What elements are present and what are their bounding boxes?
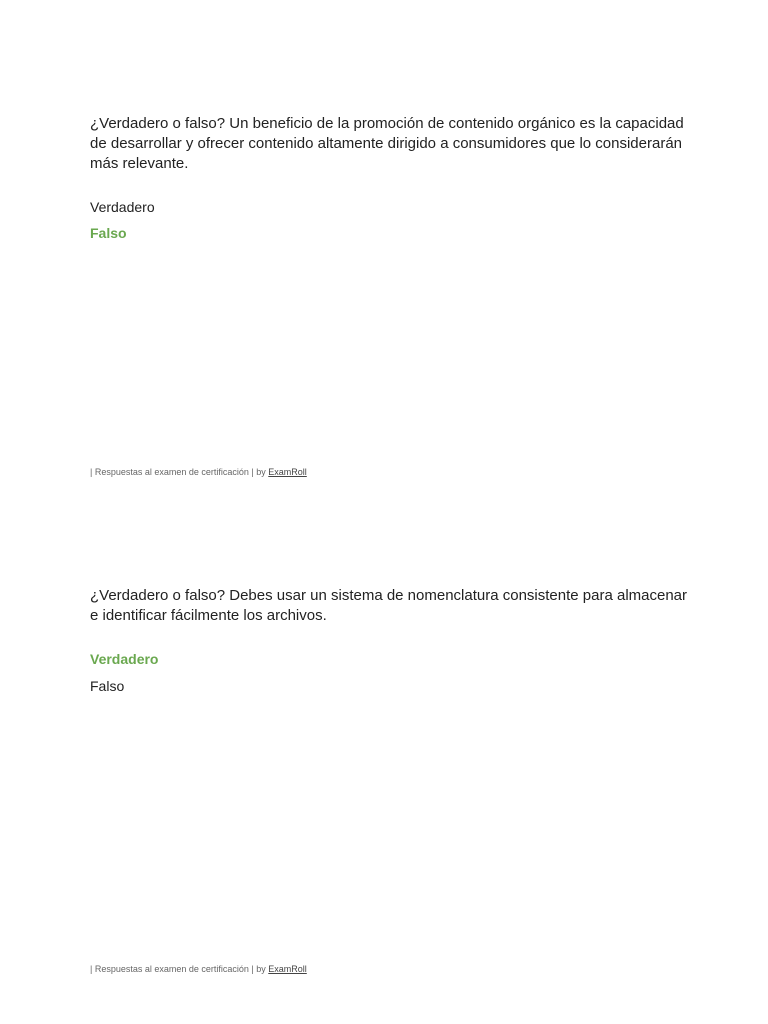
question-text: ¿Verdadero o falso? Un beneficio de la promoción de contenido orgánico es la capacidad de desarrollar y ofrecer contenido altamente dirigido a consumidores que lo considerarán más relevante. (90, 115, 684, 172)
footer-text: | Respuestas al examen de certificación | by (90, 964, 269, 974)
examroll-link[interactable]: ExamRoll (268, 467, 307, 477)
page-footer (90, 963, 307, 975)
answer-option-verdadero: Verdadero (90, 199, 155, 215)
examroll-link[interactable]: ExamRoll (268, 964, 307, 974)
answer-option-verdadero-correct: Verdadero (90, 651, 159, 667)
question-text: ¿Verdadero o falso? Debes usar un sistema de nomenclatura consistente para almacenar e identificar fácilmente los archivos. (90, 587, 688, 624)
answer-option-falso: Falso (90, 678, 125, 694)
page-footer (90, 466, 307, 478)
footer-text: | Respuestas al examen de certificación | by (90, 467, 269, 477)
question-2 (90, 586, 690, 695)
answer-option-falso-correct: Falso (90, 225, 127, 241)
answer-list (90, 198, 690, 242)
answer-list (90, 650, 690, 695)
question-1 (90, 114, 690, 242)
